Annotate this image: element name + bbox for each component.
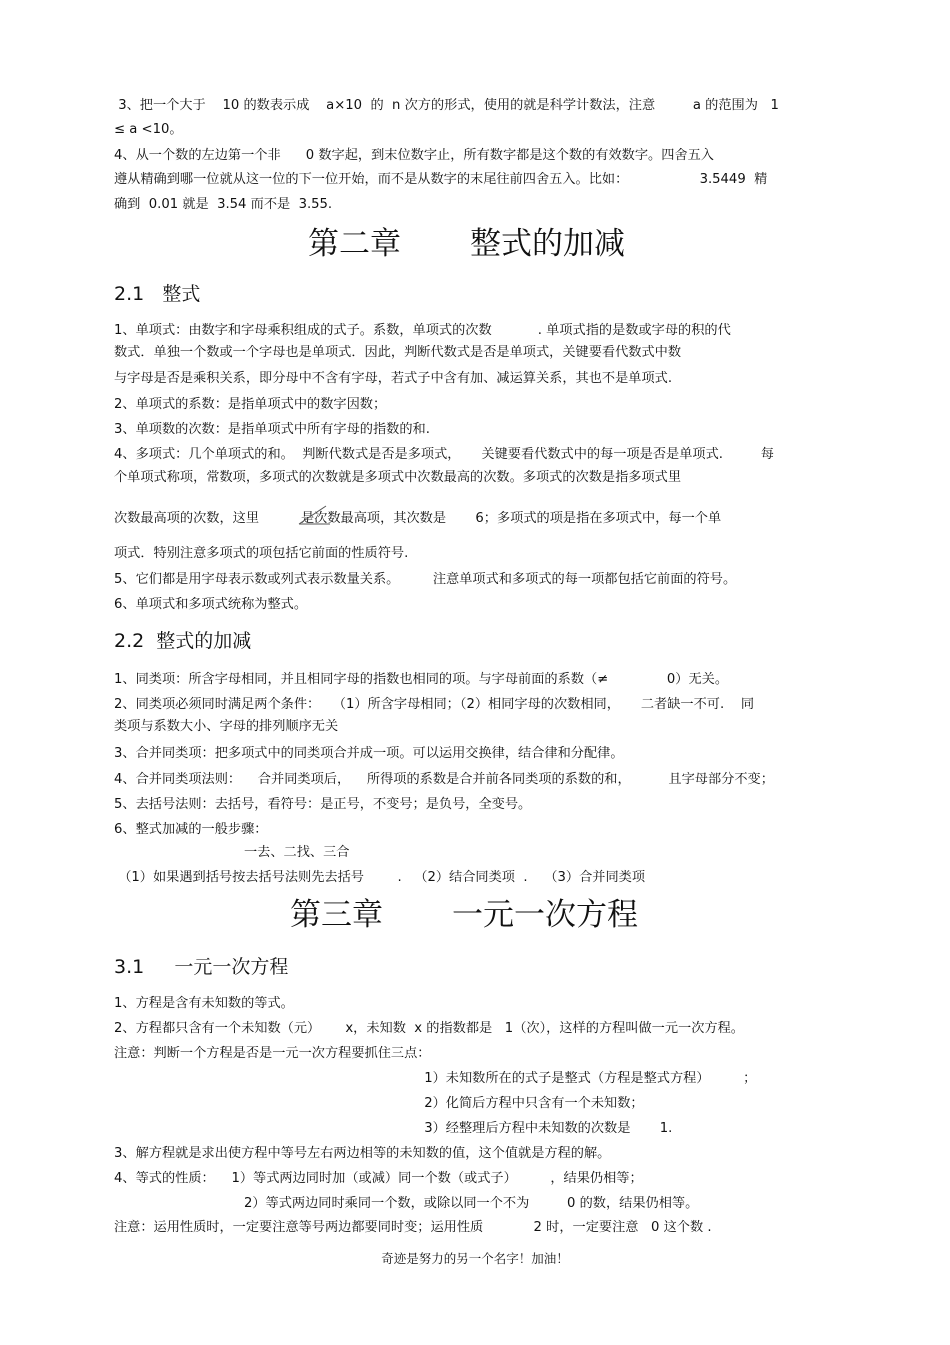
text-line: 5、它们都是用字母表示数或列式表示数量关系。 注意单项式和多项式的每一项都包括它前面的符号。 (114, 572, 737, 587)
section-heading: 3.1 一元一次方程 (114, 956, 289, 978)
text-line: ≤ a <10。 (114, 122, 183, 137)
text-line: 2、单项式的系数：是指单项式中的数字因数； (114, 397, 387, 412)
section-heading: 2.1 整式 (114, 283, 201, 305)
text-line: 2）等式两边同时乘同一个数，或除以同一个不为 0 的数，结果仍相等。 (114, 1196, 699, 1211)
text-line: 4、合并同类项法则： 合并同类项后， 所得项的系数是合并前各同类项的系数的和， 且字母部分不变； (114, 772, 774, 787)
chapter-title: 第三章 一元一次方程 (290, 897, 638, 933)
text-line: 次数最高项的次数，这里 是次数最高项，其次数是 6；多项式的项是指在多项式中，每一个单 (114, 511, 722, 526)
chapter-title: 第二章 整式的加减 (308, 226, 625, 262)
text-line: 2、同类项必须同时满足两个条件： （1）所含字母相同；（2）相同字母的次数相同， 二者缺一不可. 同 (114, 697, 755, 712)
section-heading: 2.2 整式的加减 (114, 630, 252, 652)
text-line: 与字母是否是乘积关系，即分母中不含有字母，若式子中含有加、减运算关系，其也不是单项式. (114, 371, 673, 386)
text-line: 数式．单独一个数或一个字母也是单项式．因此，判断代数式是否是单项式，关键要看代数式中数 (114, 345, 682, 360)
text-line: 5、去括号法则：去括号，看符号：是正号，不变号；是负号，全变号。 (114, 797, 532, 812)
text-line: 个单项式称项，常数项，多项式的次数就是多项式中次数最高的次数。多项式的次数是指多项式里 (114, 470, 682, 485)
text-line: 注意：运用性质时，一定要注意等号两边都要同时变；运用性质 2 时，一定要注意 0 这个数 . (114, 1220, 712, 1235)
text-line: 项式．特别注意多项式的项包括它前面的性质符号. (114, 546, 409, 561)
text-line: 6、单项式和多项式统称为整式。 (114, 597, 308, 612)
text-line: 4、从一个数的左边第一个非 0 数字起，到末位数字止，所有数字都是这个数的有效数字。四舍五入 (114, 148, 714, 163)
text-line: 4、等式的性质： 1）等式两边同时加（或减）同一个数（或式子） ，结果仍相等； (114, 1171, 643, 1186)
text-line: （1）如果遇到括号按去括号法则先去括号 . （2）结合同类项 . （3）合并同类项 (114, 870, 646, 885)
text-line: 遵从精确到哪一位就从这一位的下一位开始，而不是从数字的末尾往前四舍五入。比如： 3.5449 精 (114, 172, 768, 187)
text-line: 注意：判断一个方程是否是一元一次方程要抓住三点： (114, 1046, 431, 1061)
page-footer: 奇迹是努力的另一个名字！加油！ (381, 1251, 569, 1266)
text-line: 一去、二找、三合 (114, 845, 350, 860)
text-line: 3）经整理后方程中未知数的次数是 1. (114, 1121, 673, 1136)
text-line: 3、合并同类项：把多项式中的同类项合并成一项。可以运用交换律，结合律和分配律。 (114, 746, 624, 761)
formula-image (296, 504, 332, 526)
text-line: 1、同类项：所含字母相同，并且相同字母的指数也相同的项。与字母前面的系数（≠ 0）无关。 (114, 672, 729, 687)
text-line: 1）未知数所在的式子是整式（方程是整式方程） ； (114, 1071, 757, 1086)
text-line: 确到 0.01 就是 3.54 而不是 3.55. (114, 197, 333, 212)
text-line: 1、方程是含有未知数的等式。 (114, 996, 294, 1011)
text-line: 2）化简后方程中只含有一个未知数； (114, 1096, 644, 1111)
text-line: 4、多项式：几个单项式的和。 判断代数式是否是多项式， 关键要看代数式中的每一项是否是单项式. 每 (114, 447, 774, 462)
text-line: 3、把一个大于 10 的数表示成 a×10 的 n 次方的形式，使用的就是科学计数法，注意 a 的范围为 1 (114, 98, 779, 113)
text-line: 类项与系数大小、字母的排列顺序无关 (114, 719, 339, 734)
text-line: 2、方程都只含有一个未知数（元） x，未知数 x 的指数都是 1（次），这样的方程叫做一元一次方程。 (114, 1021, 744, 1036)
text-line: 3、解方程就是求出使方程中等号左右两边相等的未知数的值，这个值就是方程的解。 (114, 1146, 611, 1161)
text-line: 1、单项式：由数字和字母乘积组成的式子。系数，单项式的次数 . 单项式指的是数或字母的积的代 (114, 323, 731, 338)
text-line: 6、整式加减的一般步骤： (114, 822, 268, 837)
text-line: 3、单项数的次数：是指单项式中所有字母的指数的和. (114, 422, 430, 437)
